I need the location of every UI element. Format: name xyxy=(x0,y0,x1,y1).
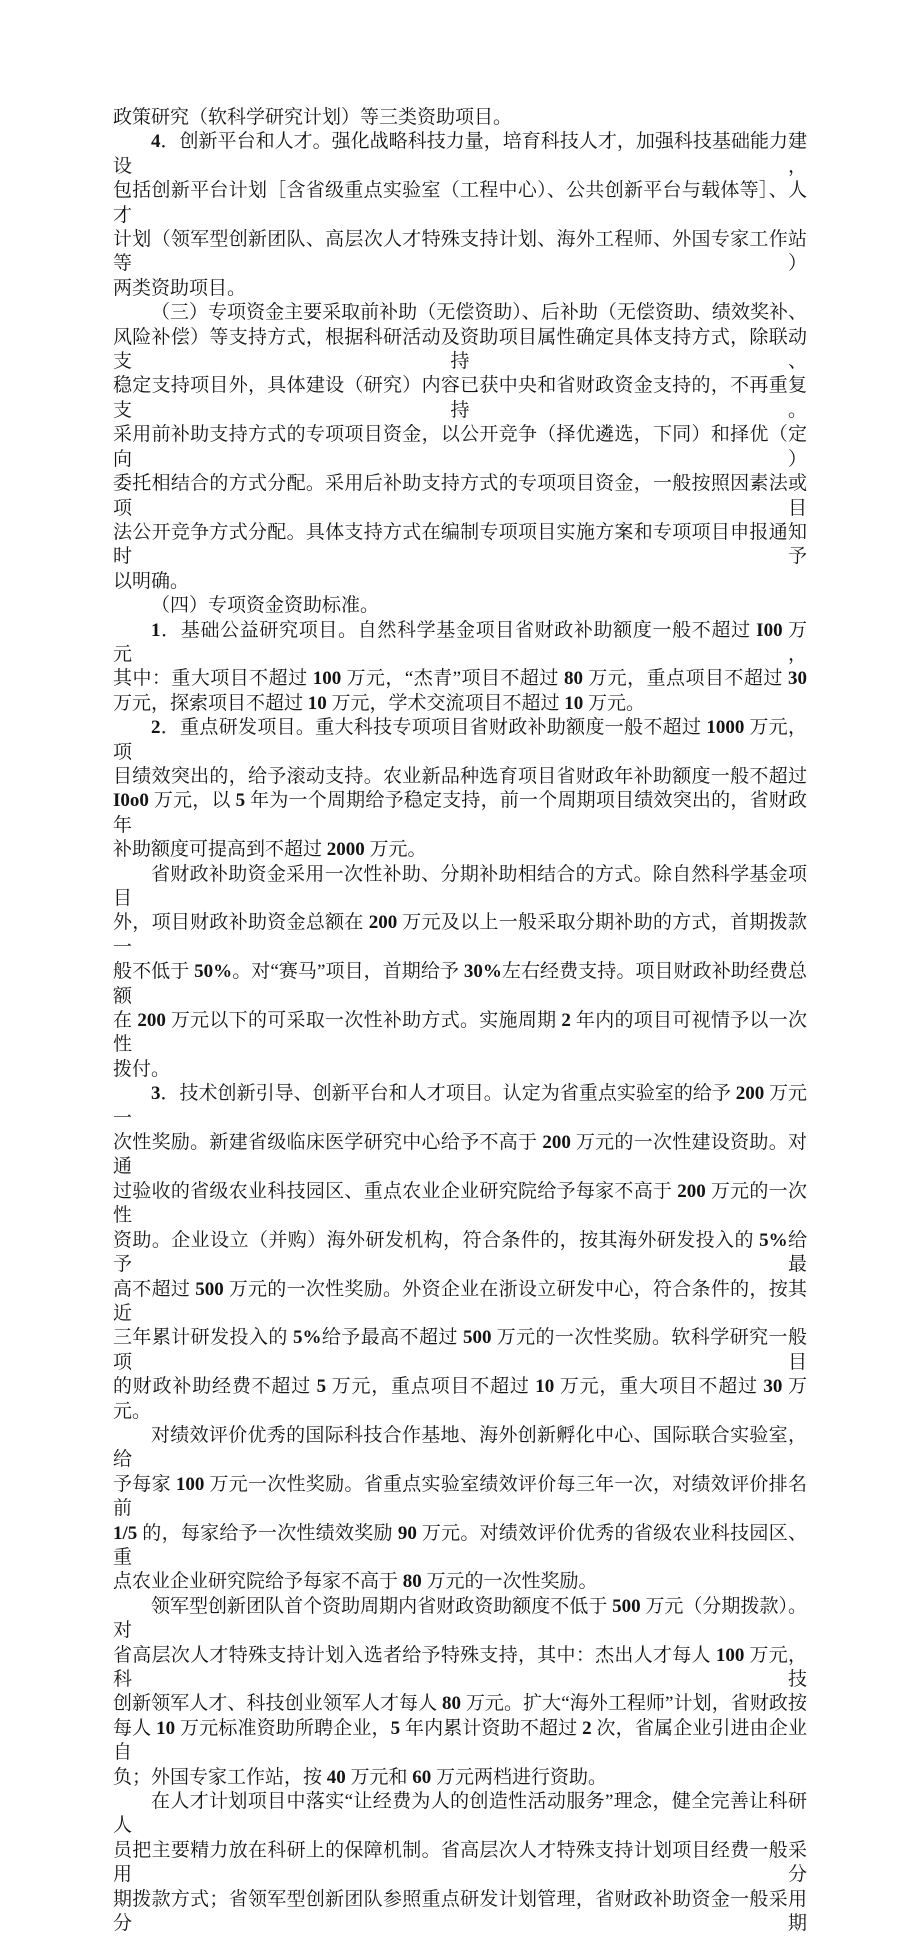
numeral: 500 xyxy=(612,1595,641,1617)
text-line: 的财政补助经费不超过 5 万元，重点项目不超过 10 万元，重大项目不超过 30 万元。 xyxy=(113,1376,807,1422)
text-line: （四）专项资金资助标准。 xyxy=(151,595,380,617)
numeral: 30 xyxy=(787,668,807,690)
text-line: （三）专项资金主要采取前补助（无偿资助）、后补助（无偿资助、绩效奖补、 xyxy=(151,302,807,324)
numeral: 1000 xyxy=(706,717,745,739)
text-line: 目绩效突出的，给予滚动支持。农业新品种选育项目省财政年补助额度一般不超过 xyxy=(113,765,807,787)
text-line: 省财政补助资金采用一次性补助、分期补助相结合的方式。除自然科学基金项目 xyxy=(113,863,807,909)
numeral: 2 xyxy=(151,717,161,739)
numeral: 10 xyxy=(307,692,327,714)
numeral: 100 xyxy=(175,1473,205,1495)
numeral: 30 xyxy=(763,1376,783,1398)
text-line: 负；外国专家工作站，按 40 万元和 60 万元两档进行资助。 xyxy=(113,1766,608,1788)
text-line: 领军型创新团队首个资助周期内省财政资助额度不低于 500 万元（分期拨款）。对 xyxy=(113,1595,807,1642)
numeral: 2000 xyxy=(326,839,365,861)
text-line: 1/5 的，每家给予一次性绩效奖励 90 万元。对绩效评价优秀的省级农业科技园区、重 xyxy=(113,1522,807,1568)
text-line: 高不超过 500 万元的一次性奖励。外资企业在浙设立研发中心，符合条件的，按其近 xyxy=(113,1278,807,1324)
text-line: 外，项目财政补助资金总额在 200 万元及以上一般采取分期补助的方式，首期拨款一 xyxy=(113,912,807,958)
text-line: 次性奖励。新建省级临床医学研究中心给予不高于 200 万元的一次性建设资助。对通 xyxy=(113,1132,807,1178)
text-line: 采用前补助支持方式的专项项目资金，以公开竞争（择优遴选，下同）和择优（定向） xyxy=(113,424,807,470)
numeral: 10 xyxy=(564,692,584,714)
text-line: 万元，探索项目不超过 10 万元，学术交流项目不超过 10 万元。 xyxy=(113,692,646,714)
text-line: 对绩效评价优秀的国际科技合作基地、海外创新孵化中心、国际联合实验室，给 xyxy=(113,1424,807,1471)
numeral: 60 xyxy=(412,1766,432,1788)
numeral: I00 xyxy=(756,619,783,641)
text-line: 2．重点研发项目。重大科技专项项目省财政补助额度一般不超过 1000 万元，项 xyxy=(113,717,807,763)
numeral: 100 xyxy=(715,1644,745,1666)
text-line: 予每家 100 万元一次性奖励。省重点实验室绩效评价每三年一次，对绩效评价排名前 xyxy=(113,1473,807,1520)
text-line: 以明确。 xyxy=(113,570,190,592)
numeral: 90 xyxy=(397,1522,417,1544)
text-line: 创新领军人才、科技创业领军人才每人 80 万元。扩大“海外工程师”计划，省财政按 xyxy=(113,1693,807,1715)
text-line: 在 200 万元以下的可采取一次性补助方式。实施周期 2 年内的项目可视情予以一次性 xyxy=(113,1010,807,1056)
numeral: 1 xyxy=(151,619,161,641)
numeral: 5 xyxy=(390,1717,401,1739)
numeral: 5% xyxy=(292,1327,322,1349)
text-line: 法公开竞争方式分配。具体支持方式在编制专项项目实施方案和专项项目申报通知时予 xyxy=(113,521,807,568)
numeral: 40 xyxy=(326,1766,346,1788)
numeral: 80 xyxy=(442,1693,462,1715)
text-line: 风险补偿）等支持方式，根据科研活动及资助项目属性确定具体支持方式，除联动支持、 xyxy=(113,326,807,373)
numeral: 10 xyxy=(156,1717,176,1739)
numeral: 200 xyxy=(137,1010,166,1032)
text-line: 补助额度可提高到不超过 2000 万元。 xyxy=(113,839,427,861)
numeral: 30% xyxy=(463,961,502,983)
numeral: 2 xyxy=(582,1717,592,1739)
text-line: 稳定支持项目外，具体建设（研究）内容已获中央和省财政资金支持的，不再重复支持。 xyxy=(113,375,807,421)
text-line: 省高层次人才特殊支持计划入选者给予特殊支持，其中：杰出人才每人 100 万元，科技 xyxy=(113,1644,807,1690)
text-line: 其中：重大项目不超过 100 万元，“杰青”项目不超过 80 万元，重点项目不超过 30 xyxy=(113,668,807,690)
text-line: 两类资助项目。 xyxy=(113,277,247,299)
numeral: 80 xyxy=(402,1571,422,1593)
text-line: 员把主要精力放在科研上的保障机制。省高层次人才特殊支持计划项目经费一般采用分 xyxy=(113,1839,807,1886)
text-line: 每人 10 万元标准资助所聘企业，5 年内累计资助不超过 2 次，省属企业引进由企业自 xyxy=(113,1717,807,1764)
document-text-block xyxy=(113,106,807,1936)
numeral: 3 xyxy=(151,1083,161,1105)
numeral: 500 xyxy=(462,1327,492,1349)
numeral: 200 xyxy=(542,1132,571,1154)
text-line: I0o0 万元，以 5 年为一个周期给予稳定支持，前一个周期项目绩效突出的，省财政年 xyxy=(113,790,807,836)
numeral: 200 xyxy=(368,912,398,934)
numeral: 100 xyxy=(312,668,342,690)
text-line: 包括创新平台计划［含省级重点实验室（工程中心）、公共创新平台与载体等］、人才 xyxy=(113,180,807,226)
text-line: 计划（领军型创新团队、高层次人才特殊支持计划、海外工程师、外国专家工作站等） xyxy=(113,229,807,275)
text-line: 资助。企业设立（并购）海外研发机构，符合条件的，按其海外研发投入的 5%给予最 xyxy=(113,1229,807,1276)
numeral: 1/5 xyxy=(113,1522,138,1544)
numeral: 500 xyxy=(195,1278,224,1300)
numeral: 2 xyxy=(561,1010,571,1032)
text-line: 在人才计划项目中落实“让经费为人的创造性活动服务”理念，健全完善让科研人 xyxy=(113,1791,807,1837)
numeral: 5 xyxy=(316,1376,327,1398)
numeral: 50% xyxy=(194,961,233,983)
text-line: 过验收的省级农业科技园区、重点农业企业研究院给予每家不高于 200 万元的一次性 xyxy=(113,1180,807,1227)
numeral: 10 xyxy=(535,1376,555,1398)
text-line: 政策研究（软科学研究计划）等三类资助项目。 xyxy=(113,107,513,128)
numeral: I0o0 xyxy=(113,790,149,812)
text-line: 期拨款方式；省领军型创新团队参照重点研发计划管理，省财政补助资金一般采用分期 xyxy=(113,1888,807,1935)
numeral: 200 xyxy=(677,1180,706,1202)
numeral: 80 xyxy=(564,668,584,690)
text-line: 4．创新平台和人才。强化战略科技力量，培育科技人才，加强科技基础能力建设， xyxy=(113,131,807,177)
numeral: 200 xyxy=(735,1083,765,1105)
text-line: 1．基础公益研究项目。自然科学基金项目省财政补助额度一般不超过 I00 万元， xyxy=(113,619,807,665)
text-line: 般不低于 50%。对“赛马”项目，首期给予 30%左右经费支持。项目财政补助经费总额 xyxy=(113,961,807,1007)
numeral: 4 xyxy=(151,131,161,153)
text-line: 拨付。 xyxy=(113,1058,171,1080)
text-line: 委托相结合的方式分配。采用后补助支持方式的专项项目资金，一般按照因素法或项目 xyxy=(113,473,807,519)
numeral: 5 xyxy=(235,790,246,812)
text-line: 3．技术创新引导、创新平台和人才项目。认定为省重点实验室的给予 200 万元一 xyxy=(113,1083,807,1129)
text-line: 三年累计研发投入的 5%给予最高不超过 500 万元的一次性奖励。软科学研究一般项目 xyxy=(113,1327,807,1373)
numeral: 5% xyxy=(759,1229,788,1251)
text-line: 点农业企业研究院给予每家不高于 80 万元的一次性奖励。 xyxy=(113,1571,598,1593)
